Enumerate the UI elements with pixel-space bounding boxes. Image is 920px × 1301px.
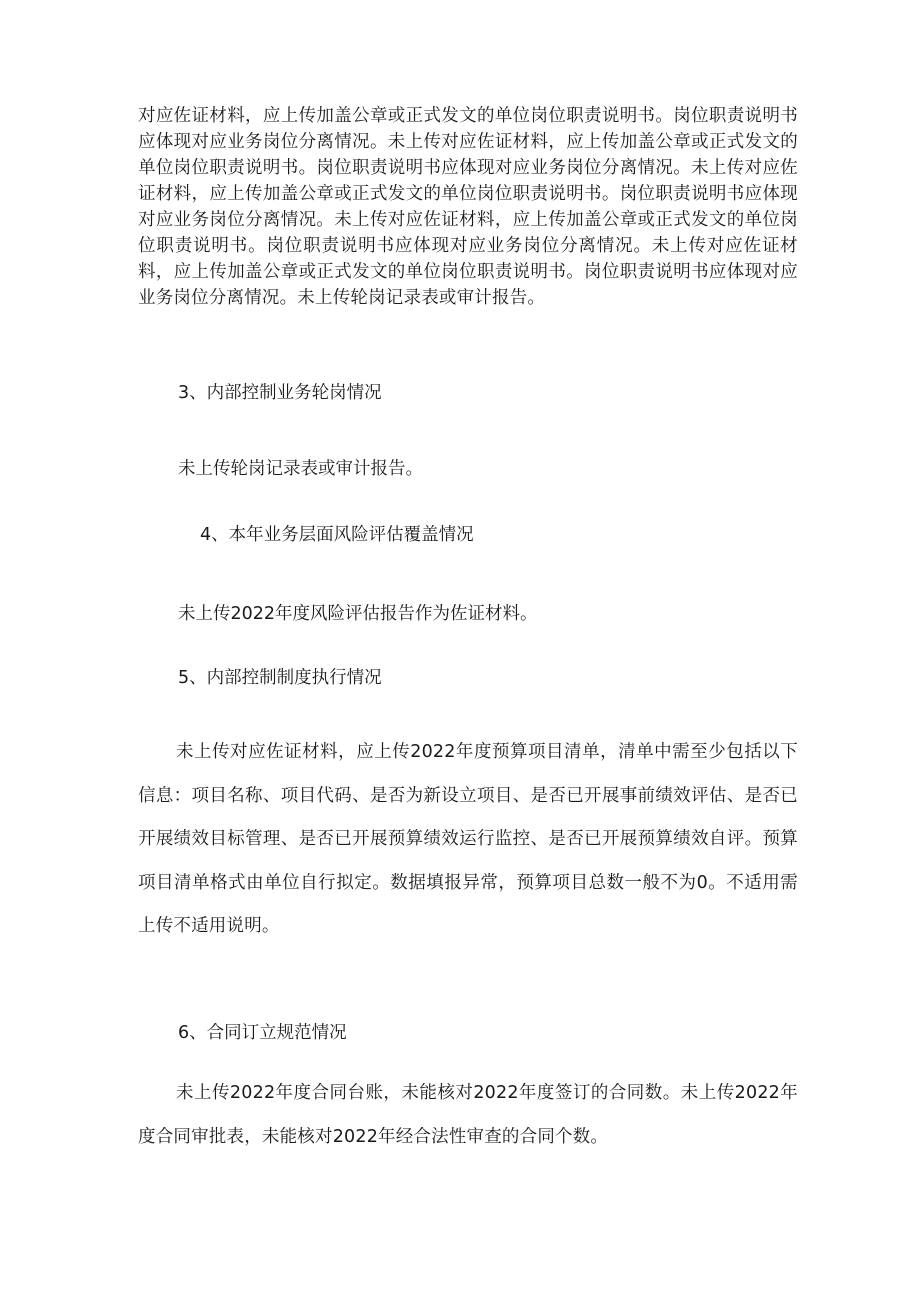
section-6-body: 未上传2022年度合同台账，未能核对2022年度签订的合同数。未上传2022年度合同审批表，未能核对2022年经合法性审查的合同个数。 [138,1083,798,1147]
section-6-heading: 6、合同订立规范情况 [178,1023,347,1043]
section-5-heading: 5、内部控制制度执行情况 [178,668,382,688]
section-5-body: 未上传对应佐证材料，应上传2022年度预算项目清单，清单中需至少包括以下信息：项目名称、项目代码、是否为新设立项目、是否已开展事前绩效评估、是否已开展绩效目标管理、是否已开展预算绩效运行监控、是否已开展预算绩效自评。预算项目清单格式由单位自行拟定。数据填报异常，预算项目总数一般不为0。不适用需上传不适用说明。 [138,742,798,937]
section-4-body: 未上传2022年度风险评估报告作为佐证材料。 [178,604,538,624]
section-3-heading: 3、内部控制业务轮岗情况 [178,383,382,403]
section-3-body: 未上传轮岗记录表或审计报告。 [178,459,423,479]
intro-paragraph: 对应佐证材料，应上传加盖公章或正式发文的单位岗位职责说明书。岗位职责说明书应体现对应业务岗位分离情况。未上传对应佐证材料，应上传加盖公章或正式发文的单位岗位职责说明书。岗位职责说明书应体现对应业务岗位分离情况。未上传对应佐证材料，应上传加盖公章或正式发文的单位岗位职责说明书。岗位职责说明书应体现对应业务岗位分离情况。未上传对应佐证材料，应上传加盖公章或正式发文的单位岗位职责说明书。岗位职责说明书应体现对应业务岗位分离情况。未上传对应佐证材料，应上传加盖公章或正式发文的单位岗位职责说明书。岗位职责说明书应体现对应业务岗位分离情况。未上传轮岗记录表或审计报告。 [138,106,798,308]
section-4-heading: 4、本年业务层面风险评估覆盖情况 [200,525,474,545]
